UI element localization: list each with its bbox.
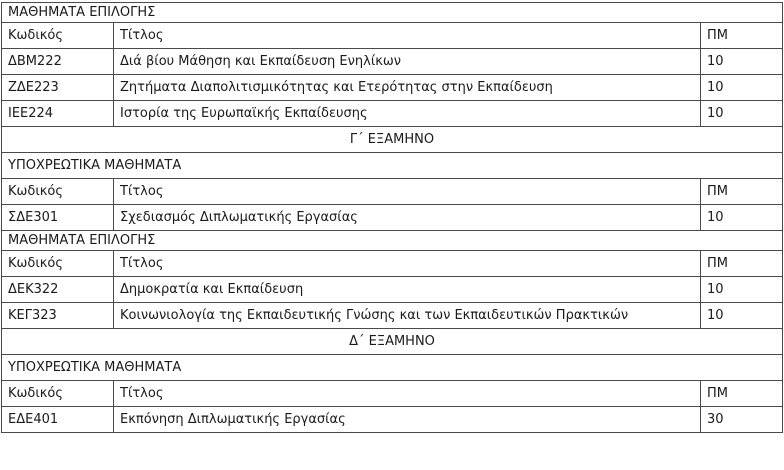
- section-header: ΜΑΘΗΜΑΤΑ ΕΠΙΛΟΓΗΣ: [2, 3, 783, 23]
- course-title: Σχεδιασμός Διπλωματικής Εργασίας: [114, 205, 701, 231]
- course-row: [2, 303, 783, 329]
- course-row: [2, 277, 783, 303]
- course-code: ΣΔΕ301: [2, 205, 114, 231]
- section-header-row: [2, 355, 783, 381]
- semester-heading: Δ΄ ΕΞΑΜΗΝΟ: [2, 329, 783, 355]
- semester-heading: Γ΄ ΕΞΑΜΗΝΟ: [2, 127, 783, 153]
- title-column-header: Τίτλος: [114, 251, 701, 277]
- credits-column-header: ΠΜ: [701, 23, 783, 49]
- course-credits: 30: [701, 407, 783, 433]
- course-row: [2, 407, 783, 433]
- column-header-row: [2, 23, 783, 49]
- section-header: ΜΑΘΗΜΑΤΑ ΕΠΙΛΟΓΗΣ: [2, 231, 783, 251]
- course-code: ΚΕΓ323: [2, 303, 114, 329]
- course-title: Δημοκρατία και Εκπαίδευση: [114, 277, 701, 303]
- section-header-row: [2, 153, 783, 179]
- section-header: ΥΠΟΧΡΕΩΤΙΚΑ ΜΑΘΗΜΑΤΑ: [2, 355, 783, 381]
- course-row: [2, 49, 783, 75]
- code-column-header: Κωδικός: [2, 23, 114, 49]
- course-row: [2, 101, 783, 127]
- course-title: Ιστορία της Ευρωπαϊκής Εκπαίδευσης: [114, 101, 701, 127]
- curriculum-table: [1, 2, 783, 433]
- course-credits: 10: [701, 277, 783, 303]
- section-header: ΥΠΟΧΡΕΩΤΙΚΑ ΜΑΘΗΜΑΤΑ: [2, 153, 783, 179]
- column-header-row: [2, 381, 783, 407]
- course-title: Διά βίου Μάθηση και Εκπαίδευση Ενηλίκων: [114, 49, 701, 75]
- section-header-row: [2, 231, 783, 251]
- course-code: ΔΕΚ322: [2, 277, 114, 303]
- course-row: [2, 75, 783, 101]
- course-row: [2, 205, 783, 231]
- course-title: Ζητήματα Διαπολιτισμικότητας και Ετερότητας στην Εκπαίδευση: [114, 75, 701, 101]
- title-column-header: Τίτλος: [114, 23, 701, 49]
- course-title: Εκπόνηση Διπλωματικής Εργασίας: [114, 407, 701, 433]
- credits-column-header: ΠΜ: [701, 251, 783, 277]
- course-code: ΔΒΜ222: [2, 49, 114, 75]
- code-column-header: Κωδικός: [2, 381, 114, 407]
- course-code: ΕΔΕ401: [2, 407, 114, 433]
- semester-row: [2, 329, 783, 355]
- course-credits: 10: [701, 205, 783, 231]
- course-code: ΙΕΕ224: [2, 101, 114, 127]
- column-header-row: [2, 179, 783, 205]
- code-column-header: Κωδικός: [2, 251, 114, 277]
- title-column-header: Τίτλος: [114, 381, 701, 407]
- credits-column-header: ΠΜ: [701, 381, 783, 407]
- semester-row: [2, 127, 783, 153]
- code-column-header: Κωδικός: [2, 179, 114, 205]
- credits-column-header: ΠΜ: [701, 179, 783, 205]
- course-title: Κοινωνιολογία της Εκπαιδευτικής Γνώσης και των Εκπαιδευτικών Πρακτικών: [114, 303, 701, 329]
- column-header-row: [2, 251, 783, 277]
- course-credits: 10: [701, 75, 783, 101]
- course-code: ΖΔΕ223: [2, 75, 114, 101]
- title-column-header: Τίτλος: [114, 179, 701, 205]
- course-credits: 10: [701, 303, 783, 329]
- course-credits: 10: [701, 49, 783, 75]
- section-header-row: [2, 3, 783, 23]
- course-credits: 10: [701, 101, 783, 127]
